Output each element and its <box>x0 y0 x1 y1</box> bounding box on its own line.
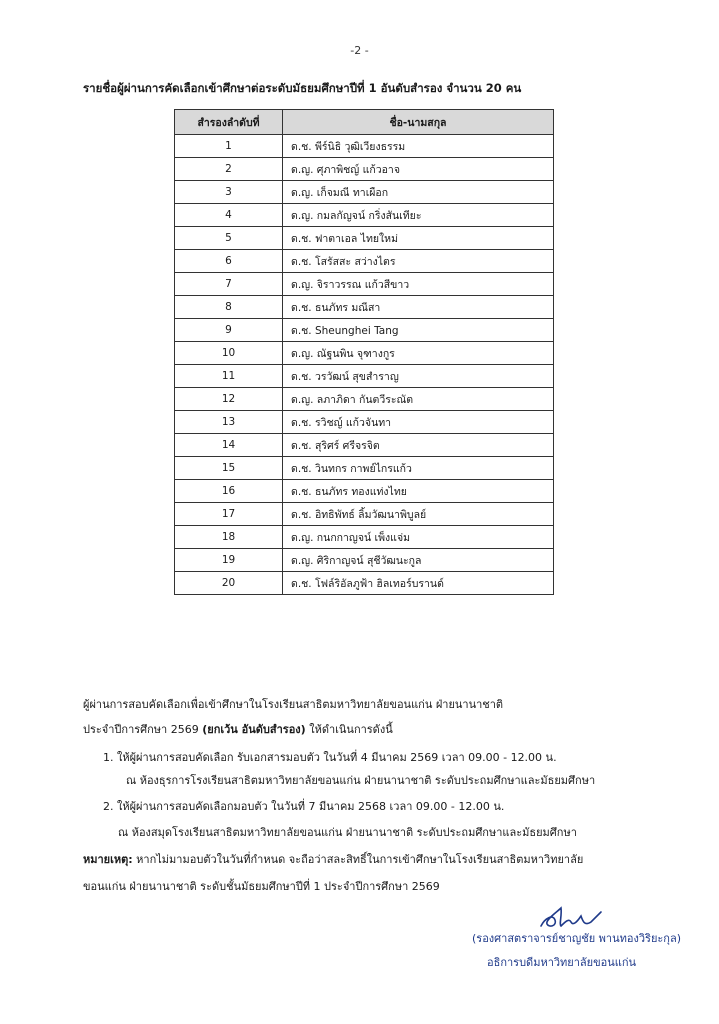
row-rank: 13 <box>175 411 283 434</box>
row-name: ด.ช. โฟล์ริอัลภูฟ้า ฮิลเทอร์บรานด์ <box>283 572 554 595</box>
row-name: ด.ช. วินทกร กาพย์ไกรแก้ว <box>283 457 554 480</box>
instruction-item-2-location: ณ ห้องสมุดโรงเรียนสาธิตมหาวิทยาลัยขอนแก่น ฝ่ายนานาชาติ ระดับประถมศึกษาและมัธยมศึกษา <box>118 826 577 839</box>
row-name: ด.ช. Sheunghei Tang <box>283 319 554 342</box>
table-row <box>175 388 554 411</box>
row-rank: 11 <box>175 365 283 388</box>
row-name: ด.ญ. ศุภาพิชญ์ แก้วอาจ <box>283 158 554 181</box>
row-rank: 9 <box>175 319 283 342</box>
table-row <box>175 227 554 250</box>
row-rank: 6 <box>175 250 283 273</box>
table-row <box>175 158 554 181</box>
row-name: ด.ช. อิทธิพัทธ์ ลิ้มวัฒนาพิบูลย์ <box>283 503 554 526</box>
table-row <box>175 319 554 342</box>
instruction-item-1-location: ณ ห้องธุรการโรงเรียนสาธิตมหาวิทยาลัยขอนแก่น ฝ่ายนานาชาติ ระดับประถมศึกษาและมัธยมศึกษา <box>126 774 596 787</box>
paragraph-line-2 <box>83 723 663 736</box>
signer-title: อธิการบดีมหาวิทยาลัยขอนแก่น <box>487 956 637 969</box>
row-name: ด.ช. วรวัฒน์ สุขสำราญ <box>283 365 554 388</box>
instruction-item-1: 1. ให้ผู้ผ่านการสอบคัดเลือก รับเอกสารมอบตัว ในวันที่ 4 มีนาคม 2569 เวลา 09.00 - 12.00 น. <box>103 751 557 764</box>
reserve-list-table <box>174 109 554 595</box>
row-rank: 3 <box>175 181 283 204</box>
header-name: ชื่อ-นามสกุล <box>283 110 554 135</box>
table-row <box>175 273 554 296</box>
note-text: หากไม่มามอบตัวในวันที่กำหนด จะถือว่าสละสิทธิ์ในการเข้าศึกษาในโรงเรียนสาธิตมหาวิทยาลัย <box>132 853 584 866</box>
row-rank: 18 <box>175 526 283 549</box>
row-rank: 16 <box>175 480 283 503</box>
row-name: ด.ญ. ลภาภิดา กันตวีระณัต <box>283 388 554 411</box>
paragraph-line-2-pre: ประจำปีการศึกษา 2569 <box>83 723 203 736</box>
signer-name: (รองศาสตราจารย์ชาญชัย พานทองวิริยะกุล) <box>472 932 681 945</box>
table-row <box>175 457 554 480</box>
table-row <box>175 181 554 204</box>
row-name: ด.ช. ฟาตาเอล ไทยใหม่ <box>283 227 554 250</box>
table-row <box>175 503 554 526</box>
row-rank: 8 <box>175 296 283 319</box>
document-heading: รายชื่อผู้ผ่านการคัดเลือกเข้าศึกษาต่อระดับมัธยมศึกษาปีที่ 1 อันดับสำรอง จำนวน 20 คน <box>83 81 522 95</box>
table-body <box>175 135 554 595</box>
row-name: ด.ช. พีร์นิธิ วุฒิเวียงธรรม <box>283 135 554 158</box>
row-rank: 19 <box>175 549 283 572</box>
table-row <box>175 526 554 549</box>
note-label: หมายเหตุ: <box>83 853 133 866</box>
table-row <box>175 434 554 457</box>
table-row <box>175 250 554 273</box>
table-row <box>175 135 554 158</box>
table-row <box>175 549 554 572</box>
row-rank: 5 <box>175 227 283 250</box>
paragraph-exception: (ยกเว้น อันดับสำรอง) <box>202 723 306 736</box>
table-row <box>175 342 554 365</box>
header-rank: สำรองลำดับที่ <box>175 110 283 135</box>
table-row <box>175 480 554 503</box>
row-rank: 12 <box>175 388 283 411</box>
row-name: ด.ญ. จิราวรรณ แก้วสีขาว <box>283 273 554 296</box>
row-name: ด.ช. ธนภัทร มณีสา <box>283 296 554 319</box>
table-row <box>175 572 554 595</box>
row-rank: 4 <box>175 204 283 227</box>
table-row <box>175 365 554 388</box>
row-name: ด.ญ. ศิริกาญจน์ สุชีวัฒนะกูล <box>283 549 554 572</box>
row-rank: 2 <box>175 158 283 181</box>
table-row <box>175 296 554 319</box>
table-row <box>175 411 554 434</box>
paragraph-line-2-post: ให้ดำเนินการดังนี้ <box>305 723 393 736</box>
instruction-item-2: 2. ให้ผู้ผ่านการสอบคัดเลือกมอบตัว ในวันที่ 7 มีนาคม 2568 เวลา 09.00 - 12.00 น. <box>103 800 505 813</box>
row-name: ด.ช. รวิชญ์ แก้วจันทา <box>283 411 554 434</box>
row-name: ด.ญ. กมลกัญจน์ กริ่งสันเทียะ <box>283 204 554 227</box>
row-name: ด.ช. ธนภัทร ทองแท่งไทย <box>283 480 554 503</box>
table-header-row <box>175 110 554 135</box>
paragraph-line-1: ผู้ผ่านการสอบคัดเลือกเพื่อเข้าศึกษาในโรงเรียนสาธิตมหาวิทยาลัยขอนแก่น ฝ่ายนานาชาติ <box>83 698 504 711</box>
row-name: ด.ช. โสรัสสะ สว่างไตร <box>283 250 554 273</box>
row-rank: 14 <box>175 434 283 457</box>
row-name: ด.ช. สุริศร์ ศรีจรจิต <box>283 434 554 457</box>
table-row <box>175 204 554 227</box>
row-name: ด.ญ. เก็จมณี ทาเผือก <box>283 181 554 204</box>
row-rank: 17 <box>175 503 283 526</box>
note-line-1 <box>83 853 663 866</box>
row-name: ด.ญ. กนกกาญจน์ เพ็งแจ่ม <box>283 526 554 549</box>
row-rank: 7 <box>175 273 283 296</box>
note-line-2: ขอนแก่น ฝ่ายนานาชาติ ระดับชั้นมัธยมศึกษาปีที่ 1 ประจำปีการศึกษา 2569 <box>83 880 440 893</box>
row-rank: 15 <box>175 457 283 480</box>
row-name: ด.ญ. ณัฐนพิน จุฑางกูร <box>283 342 554 365</box>
page-number: -2 - <box>350 44 369 57</box>
row-rank: 10 <box>175 342 283 365</box>
row-rank: 20 <box>175 572 283 595</box>
row-rank: 1 <box>175 135 283 158</box>
